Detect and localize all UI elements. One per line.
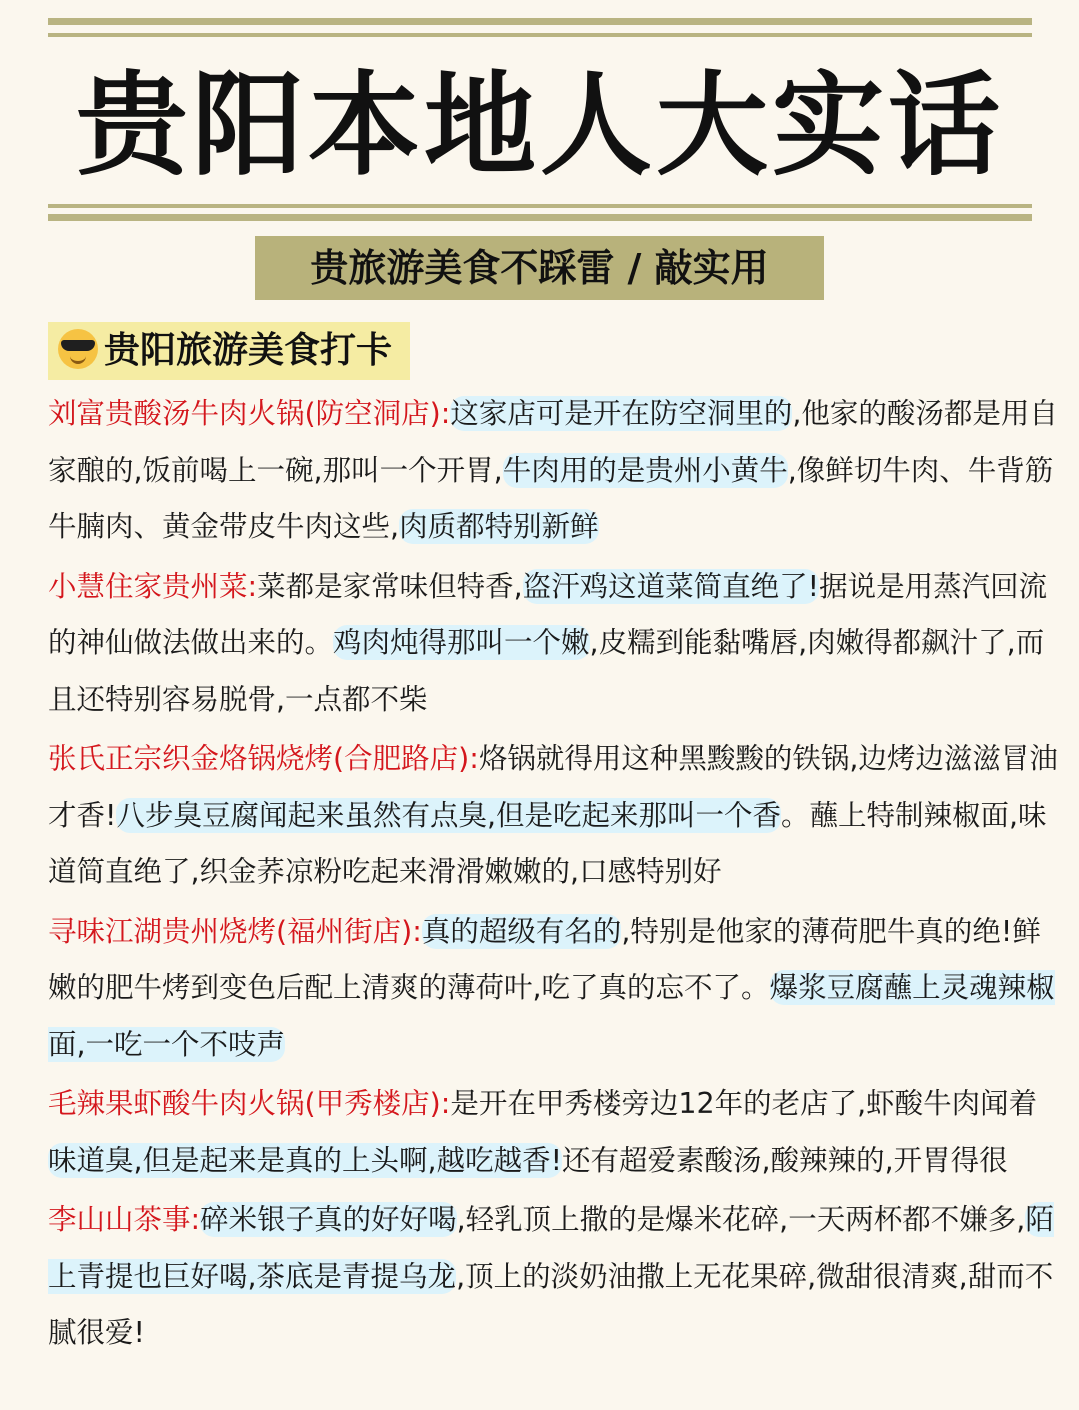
- description-text: ,他家的酸汤都是用自家酿的,饭前喝上一碗,那叫一个开胃,: [48, 397, 1058, 487]
- sunglasses-face-icon: [58, 329, 98, 369]
- highlighted-text: 爆浆豆腐蘸上灵魂辣椒面,一吃一个不吱声: [48, 971, 1055, 1061]
- restaurant-entry: [48, 1192, 1058, 1362]
- page-title: 贵阳本地人大实话: [76, 61, 1004, 191]
- restaurant-name: 刘富贵酸汤牛肉火锅(防空洞店):: [48, 397, 451, 430]
- description-text: ,像鲜切牛肉、牛背筋牛腩肉、黄金带皮牛肉这些,: [48, 453, 1054, 543]
- highlighted-text: 陌上青提也巨好喝,茶底是青提乌龙: [48, 1203, 1054, 1293]
- highlighted-text: 牛肉用的是贵州小黄牛: [502, 453, 788, 487]
- highlighted-text: 肉质都特别新鲜: [399, 510, 599, 543]
- description-text: 菜都是家常味但特香,: [257, 569, 523, 603]
- restaurant-name: 小慧住家贵州菜:: [48, 569, 258, 603]
- highlighted-text: 味道臭,但是起来是真的上头啊,越吃越香!: [48, 1143, 563, 1177]
- restaurant-entry: [48, 1076, 1058, 1189]
- restaurant-entry: [48, 386, 1058, 556]
- top-rule-thin: [48, 33, 1032, 37]
- description-text: ,特别是他家的薄荷肥牛真的绝!鲜嫩的肥牛烤到变色后配上清爽的薄荷叶,吃了真的忘不了。: [48, 914, 1041, 1004]
- description-text: 据说是用蒸汽回流的神仙做法做出来的。: [48, 569, 1048, 659]
- section-heading-label: 贵阳旅游美食打卡: [104, 330, 393, 371]
- highlighted-text: 这家店可是开在防空洞里的: [450, 397, 793, 430]
- highlighted-text: 碎米银子真的好好喝: [200, 1203, 457, 1236]
- highlighted-text: 鸡肉炖得那叫一个嫩: [333, 626, 590, 659]
- description-text: 还有超爱素酸汤,酸辣辣的,开胃得很: [562, 1143, 1008, 1177]
- restaurant-name: 李山山茶事:: [48, 1203, 201, 1236]
- restaurant-name: 毛辣果虾酸牛肉火锅(甲秀楼店):: [48, 1087, 451, 1120]
- description-text: 烙锅就得用这种黑黢黢的铁锅,边烤边滋滋冒油才香!: [48, 742, 1058, 832]
- highlighted-text: 真的超级有名的: [421, 914, 622, 948]
- restaurant-entry: [48, 731, 1058, 901]
- restaurant-list: [48, 386, 1058, 1365]
- restaurant-name: 张氏正宗织金烙锅烧烤(合肥路店):: [48, 742, 479, 775]
- highlighted-text: 八步臭豆腐闻起来虽然有点臭,但是吃起来那叫一个香: [116, 798, 781, 832]
- bottom-rule-thin: [48, 204, 1032, 208]
- restaurant-entry: [48, 904, 1058, 1074]
- restaurant-entry: [48, 559, 1058, 729]
- section-heading: [48, 322, 410, 380]
- top-rule-thick: [48, 18, 1032, 25]
- description-text: ,顶上的淡奶油撒上无花果碎,微甜很清爽,甜而不腻很爱!: [48, 1259, 1054, 1349]
- bottom-rule-thick: [48, 214, 1032, 221]
- subtitle-banner: 贵旅游美食不踩雷 / 敲实用: [255, 236, 824, 300]
- restaurant-name: 寻味江湖贵州烧烤(福州街店):: [48, 914, 422, 948]
- highlighted-text: 盗汗鸡这道菜简直绝了!: [522, 569, 820, 603]
- description-text: ,皮糯到能黏嘴唇,肉嫩得都飙汁了,而且还特别容易脱骨,一点都不柴: [48, 626, 1045, 716]
- description-text: 。蘸上特制辣椒面,味道简直绝了,织金荞凉粉吃起来滑滑嫩嫩的,口感特别好: [48, 798, 1047, 888]
- description-text: ,轻乳顶上撒的是爆米花碎,一天两杯都不嫌多,: [456, 1203, 1026, 1236]
- description-text: 是开在甲秀楼旁边12年的老店了,虾酸牛肉闻着: [450, 1087, 1038, 1120]
